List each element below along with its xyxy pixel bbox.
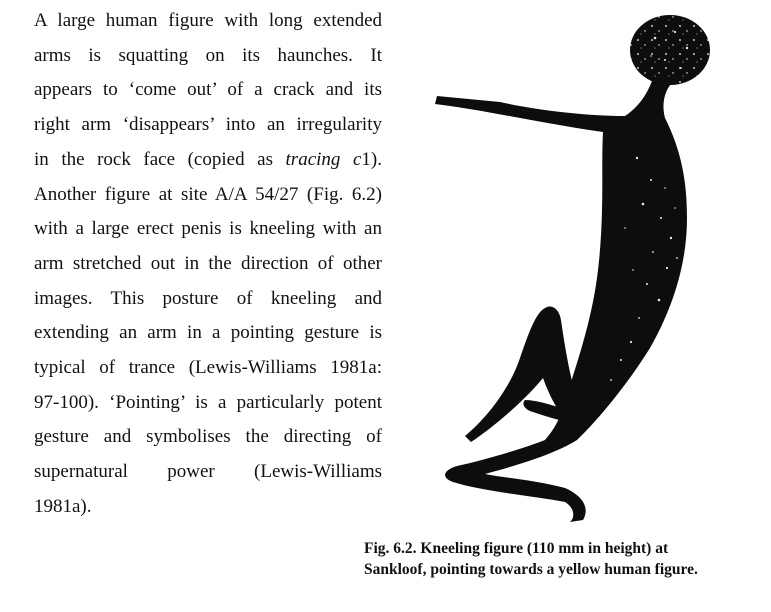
text-line: appears to ‘come out’ of a crack and its	[34, 79, 382, 101]
text-line: with a large erect penis is kneeling with an	[34, 218, 382, 240]
figure-caption	[364, 538, 744, 580]
text-line: extending an arm in a pointing gesture is	[34, 322, 382, 344]
kneeling-figure-illustration	[425, 8, 725, 528]
figure-body	[435, 78, 687, 522]
text-line: right arm ‘disappears’ into an irregularity	[34, 114, 382, 136]
caption-line: Sankloof, pointing towards a yellow human figure.	[364, 561, 698, 578]
text-line: arm stretched out in the direction of other	[34, 252, 382, 274]
text-line: arms is squatting on its haunches. It	[34, 44, 382, 66]
text-line: in the rock face (copied as tracing c1).	[34, 148, 382, 170]
text-line: 1981a).	[34, 495, 92, 517]
figure-head	[630, 15, 710, 85]
text-line: images. This posture of kneeling and	[34, 287, 382, 309]
text-line: supernatural power (Lewis-Williams	[34, 461, 382, 483]
text-line: gesture and symbolises the directing of	[34, 426, 382, 448]
text-line: typical of trance (Lewis-Williams 1981a:	[34, 357, 382, 379]
caption-line: Fig. 6.2. Kneeling figure (110 mm in height) at	[364, 540, 669, 557]
italic-term: tracing c	[285, 148, 362, 170]
text-line: 97-100). ‘Pointing’ is a particularly potent	[34, 391, 382, 413]
body-paragraph	[34, 4, 382, 525]
text-line: A large human figure with long extended	[34, 10, 382, 31]
text-line: Another figure at site A/A 54/27 (Fig. 6.2)	[34, 183, 382, 205]
